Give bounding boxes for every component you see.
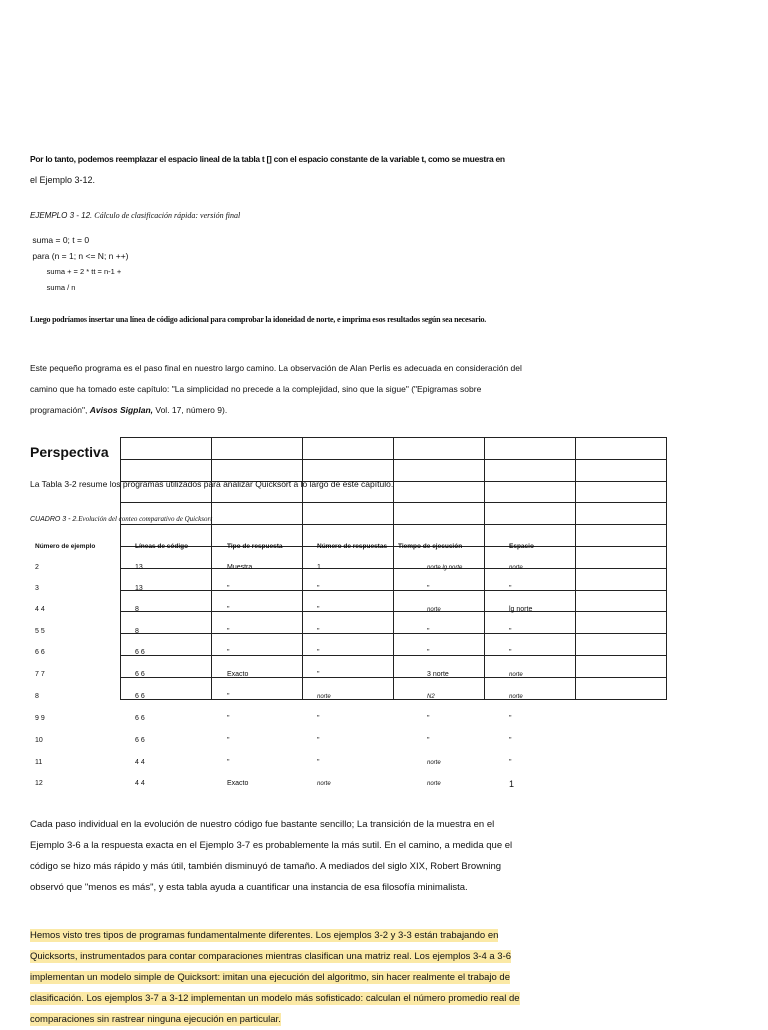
table-cell: lg norte	[509, 606, 533, 613]
table-cell: "	[227, 715, 230, 722]
intro-line-2: el Ejemplo 3-12.	[30, 175, 96, 185]
table-cell: 3	[35, 585, 39, 592]
table-cell: 6 6	[135, 715, 145, 722]
table-cell: "	[227, 649, 230, 656]
table-cell: 1	[317, 564, 321, 571]
next-paragraph: Luego podríamos insertar una línea de código adicional para comprobar la idoneidad de norte, e imprima esos resultados según sea necesario.	[30, 315, 487, 324]
perlis-line-1: Este pequeño programa es el paso final en nuestro largo camino. La observación de Alan Perlis es adecuada en consideración del	[30, 363, 522, 373]
table-cell: "	[509, 628, 512, 635]
table-cell: 13	[135, 585, 143, 592]
table-cell: Exacto	[227, 780, 249, 787]
table-caption	[30, 515, 212, 523]
table-cell: "	[509, 737, 512, 744]
table-cell: 2	[35, 564, 39, 571]
perlis-line-3-start: programación",	[30, 405, 90, 415]
table-cell: "	[227, 628, 230, 635]
table-cell: 11	[35, 759, 43, 766]
table-cell: "	[317, 671, 320, 678]
highlighted-line: implementan un modelo simple de Quicksort: imitan una ejecución del algoritmo, sin hacer realmente el trabajo de	[30, 972, 511, 983]
paragraph-line: Cada paso individual en la evolución de nuestro código fue bastante sencillo; La transición de la muestra en el	[30, 819, 495, 830]
table-cell: 6 6	[135, 693, 145, 700]
table-cell: "	[427, 628, 430, 635]
example-caption	[30, 211, 240, 220]
table-cell: "	[227, 606, 230, 613]
table-cell: "	[509, 649, 512, 656]
table-cell: 7 7	[35, 671, 45, 678]
example-caption-label: EJEMPLO 3 - 12.	[30, 211, 93, 220]
example-caption-text: Cálculo de clasificación rápida: versión final	[92, 211, 241, 220]
table-cell: norte	[427, 760, 441, 766]
table-cell: norte	[427, 607, 441, 613]
table-cell: "	[317, 759, 320, 766]
table-header-count: Número de respuestas	[317, 543, 388, 550]
table-cell: 6 6	[135, 671, 145, 678]
code-line: suma = 0; t = 0	[30, 235, 90, 245]
table-caption-text: Evolución del conteo comparativo de Quicksort	[78, 515, 213, 523]
paragraph-line: código se hizo más rápido y más útil, también disminuyó de tamaño. A mediados del siglo XIX, Robert Browning	[30, 861, 502, 872]
table-header-time: Tiempo de ejecución	[398, 543, 463, 550]
table-cell: norte	[509, 694, 523, 700]
table-cell: 6 6	[135, 649, 145, 656]
table-cell: Exacto	[227, 671, 249, 678]
table-cell: "	[317, 737, 320, 744]
table-cell: "	[317, 606, 320, 613]
table-cell: "	[317, 628, 320, 635]
table-cell: 4 4	[35, 606, 45, 613]
table-cell: "	[427, 715, 430, 722]
table-cell: "	[427, 585, 430, 592]
intro-line-1: Por lo tanto, podemos reemplazar el espacio lineal de la tabla t [] con el espacio constante de la variable t, como se muestra en	[30, 154, 505, 164]
table-cell: 3 norte	[427, 671, 449, 678]
table-cell: 1	[509, 779, 515, 789]
table-cell: "	[509, 715, 512, 722]
table-cell: "	[427, 737, 430, 744]
code-line: para (n = 1; n <= N; n ++)	[30, 250, 129, 261]
table-cell: norte lg norte	[427, 565, 463, 571]
highlighted-line: Quicksorts, instrumentados para contar comparaciones mientras clasifican una matriz real. Los ejemplos 3-4 a 3-6	[30, 951, 512, 962]
table-cell: norte	[509, 565, 523, 571]
table-cell: norte	[427, 781, 441, 787]
table-cell: 8	[135, 628, 139, 635]
code-block	[30, 233, 129, 295]
table-cell: 4 4	[135, 780, 145, 787]
table-intro: La Tabla 3-2 resume los programas utilizados para analizar Quicksort a lo largo de este capítulo.	[30, 479, 394, 489]
perlis-line-3-end: Vol. 17, número 9).	[153, 405, 228, 415]
table-cell: "	[227, 759, 230, 766]
paragraph-line: observó que "menos es más", y esta tabla ayuda a cuantificar una instancia de esa filosofía minimalista.	[30, 882, 468, 893]
table-cell: "	[317, 715, 320, 722]
table-cell: N2	[427, 694, 435, 700]
table-cell: "	[509, 759, 512, 766]
perlis-line-2: camino que ha tomado este capítulo: "La simplicidad no precede a la complejidad, sino que la sigue" ("Epigramas sobre	[30, 384, 482, 394]
paragraph-line: Ejemplo 3-6 a la respuesta exacta en el Ejemplo 3-7 es probablemente la más sutil. En el camino, a medida que el	[30, 840, 513, 851]
table-cell: 8	[135, 606, 139, 613]
highlighted-paragraph	[30, 925, 520, 1030]
table-cell: "	[317, 585, 320, 592]
table-header-type: Tipo de respuesta	[227, 543, 283, 550]
section-title: Perspectiva	[30, 444, 109, 460]
table-cell: 6 6	[135, 737, 145, 744]
table-cell: "	[227, 585, 230, 592]
code-line: suma / n	[30, 282, 76, 292]
table-cell: Muestra	[227, 564, 253, 571]
table-header-example: Número de ejemplo	[35, 543, 96, 550]
table-header-space: Espacio	[509, 543, 534, 550]
highlighted-line: Hemos visto tres tipos de programas fundamentalmente diferentes. Los ejemplos 3-2 y 3-3 están trabajando en	[30, 930, 499, 941]
table-cell: 12	[35, 780, 43, 787]
table-cell: 13	[135, 564, 143, 571]
highlighted-line: clasificación. Los ejemplos 3-7 a 3-12 implementan un modelo más sofisticado: calculan el número promedio real de	[30, 993, 520, 1004]
table-cell: 9 9	[35, 715, 45, 722]
table-cell: "	[509, 585, 512, 592]
table-cell: 6 6	[35, 649, 45, 656]
table-cell: norte	[509, 672, 523, 678]
table-cell: 8	[35, 693, 39, 700]
table-cell: 10	[35, 737, 43, 744]
code-line: suma + = 2 * tt = n-1 +	[30, 267, 122, 276]
table-cell: norte	[317, 781, 331, 787]
table-cell: "	[227, 737, 230, 744]
table-caption-label: CUADRO 3 - 2.	[30, 516, 79, 523]
table-cell: "	[227, 693, 230, 700]
table-header-lines: Líneas de código	[135, 543, 189, 550]
table-cell: 5 5	[35, 628, 45, 635]
highlighted-line: comparaciones sin rastrear ninguna ejecución en particular.	[30, 1014, 281, 1025]
table-cell: 4 4	[135, 759, 145, 766]
browning-paragraph	[30, 814, 512, 898]
perlis-journal: Avisos Sigplan,	[89, 405, 154, 415]
table-cell: "	[317, 649, 320, 656]
table-cell: norte	[317, 694, 331, 700]
table-cell: "	[427, 649, 430, 656]
perlis-line-3	[30, 400, 227, 421]
